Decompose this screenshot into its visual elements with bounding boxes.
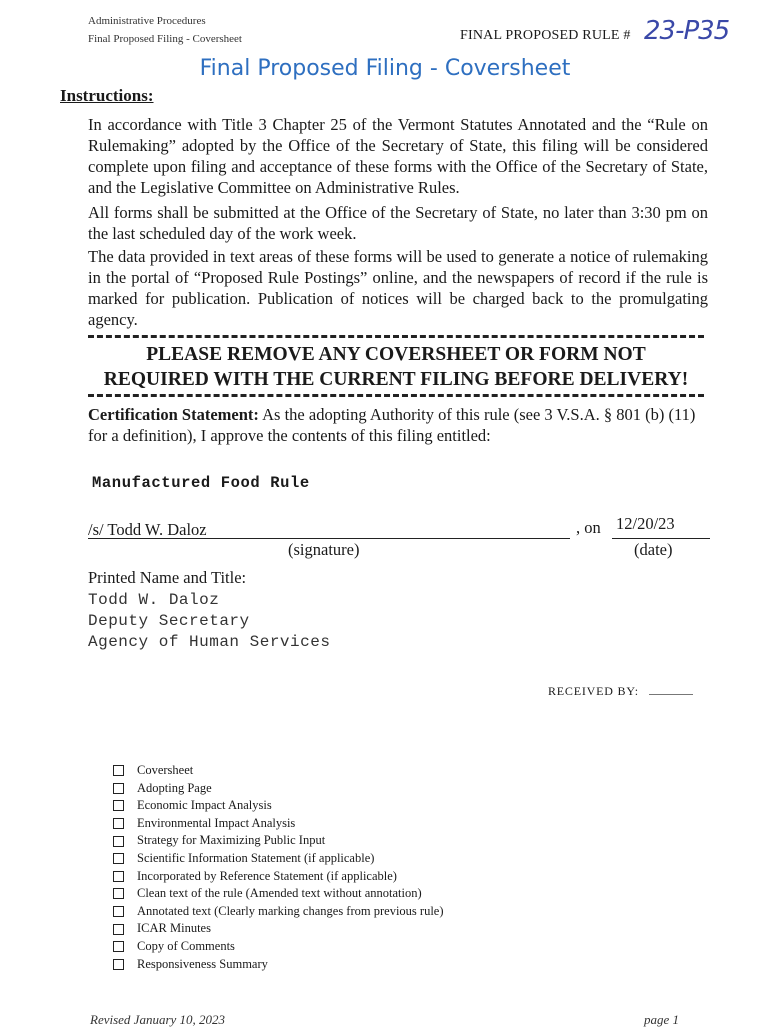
checklist-item — [113, 868, 444, 886]
checklist-item — [113, 762, 444, 780]
instructions-paragraph-2: All forms shall be submitted at the Office of the Secretary of State, no later than 3:30 pm on the last scheduled day of the work week. — [88, 203, 708, 243]
signature-value: /s/ Todd W. Daloz — [88, 520, 207, 539]
printed-title: Deputy Secretary — [88, 612, 250, 630]
checklist-item-label: Coversheet — [137, 763, 194, 777]
checkbox[interactable] — [113, 783, 124, 794]
checkbox[interactable] — [113, 888, 124, 899]
divider-bottom — [88, 394, 704, 397]
checklist-item-label: Environmental Impact Analysis — [137, 815, 296, 830]
received-by-line — [649, 694, 693, 695]
certification-statement — [88, 404, 708, 446]
rule-title: Manufactured Food Rule — [92, 474, 310, 492]
checklist-item-label: ICAR Minutes — [137, 921, 211, 936]
instructions-label: Instructions: — [60, 86, 154, 105]
checkbox[interactable] — [113, 836, 124, 847]
checklist-item — [113, 885, 444, 903]
checklist-item — [113, 815, 444, 833]
checkbox[interactable] — [113, 941, 124, 952]
instructions-paragraph-1: In accordance with Title 3 Chapter 25 of the Vermont Statutes Annotated and the “Rule on Rulemaking” adopted by the Office of the Secretary of State, this filing will be considered complete upon filing and acceptance of these forms with the Office of the Secretary of State, and the Legislative Committee on Administrative Rules. — [88, 115, 708, 197]
checkbox[interactable] — [113, 959, 124, 970]
footer-page-number: page 1 — [644, 1012, 680, 1027]
checkbox[interactable] — [113, 818, 124, 829]
date-value: 12/20/23 — [616, 514, 675, 533]
warning-line-2: REQUIRED WITH THE CURRENT FILING BEFORE DELIVERY! — [103, 369, 689, 390]
checklist-item — [113, 956, 444, 974]
checklist-item-label: Incorporated by Reference Statement (if applicable) — [137, 868, 397, 883]
checkbox[interactable] — [113, 924, 124, 935]
checklist-item-label: Copy of Comments — [137, 938, 235, 953]
checkbox[interactable] — [113, 853, 124, 864]
checkbox[interactable] — [113, 800, 124, 811]
checklist-item — [113, 850, 444, 868]
certification-label: Certification Statement: — [88, 405, 259, 424]
checklist-item — [113, 780, 444, 798]
checkbox[interactable] — [113, 906, 124, 917]
checklist-item-label: Economic Impact Analysis — [137, 798, 272, 813]
checklist-item-label: Strategy for Maximizing Public Input — [137, 833, 326, 848]
on-label: , on — [576, 518, 601, 537]
checklist-item — [113, 920, 444, 938]
checkbox[interactable] — [113, 871, 124, 882]
checklist-item-label: Responsiveness Summary — [137, 956, 268, 971]
received-by — [548, 684, 693, 699]
page-title: Final Proposed Filing - Coversheet — [199, 56, 571, 81]
printed-name: Todd W. Daloz — [88, 591, 220, 609]
printed-agency: Agency of Human Services — [88, 633, 331, 651]
document-checklist — [113, 762, 444, 973]
received-by-label: RECEIVED BY: — [548, 684, 639, 698]
printed-name-label: Printed Name and Title: — [88, 568, 247, 587]
certification-text: As the adopting Authority of this rule (see 3 V.S.A. § 801 (b) (11) for a definition), I approve the contents of this filing entitled: — [88, 405, 696, 445]
checklist-item — [113, 938, 444, 956]
rule-number-label: FINAL PROPOSED RULE # — [460, 28, 631, 43]
date-line — [612, 538, 710, 539]
checklist-item — [113, 903, 444, 921]
checklist-item-label: Annotated text (Clearly marking changes from previous rule) — [137, 903, 444, 918]
footer-revised: Revised January 10, 2023 — [90, 1012, 226, 1027]
checklist-item-label: Scientific Information Statement (if applicable) — [137, 850, 375, 865]
instructions-paragraph-3: The data provided in text areas of these forms will be used to generate a notice of rulemaking in the portal of “Proposed Rule Postings” online, and the newspapers of record if the rule is marked for publication. Publication of notices will be charged back to the promulgating agency. — [88, 247, 708, 329]
checkbox[interactable] — [113, 765, 124, 776]
rule-number-handwritten: 23-P35 — [644, 16, 730, 46]
checklist-item-label: Adopting Page — [137, 780, 212, 795]
signature-caption: (signature) — [288, 540, 360, 559]
warning-line-1: PLEASE REMOVE ANY COVERSHEET OR FORM NOT — [146, 344, 646, 365]
header-form-line: Final Proposed Filing - Coversheet — [88, 33, 242, 45]
checklist-item — [113, 832, 444, 850]
checklist-item-label: Clean text of the rule (Amended text without annotation) — [137, 886, 422, 901]
checklist-item — [113, 797, 444, 815]
printed-name-block — [88, 590, 330, 653]
date-caption: (date) — [634, 540, 673, 559]
header-agency-line: Administrative Procedures — [88, 15, 206, 27]
divider-top — [88, 335, 704, 338]
